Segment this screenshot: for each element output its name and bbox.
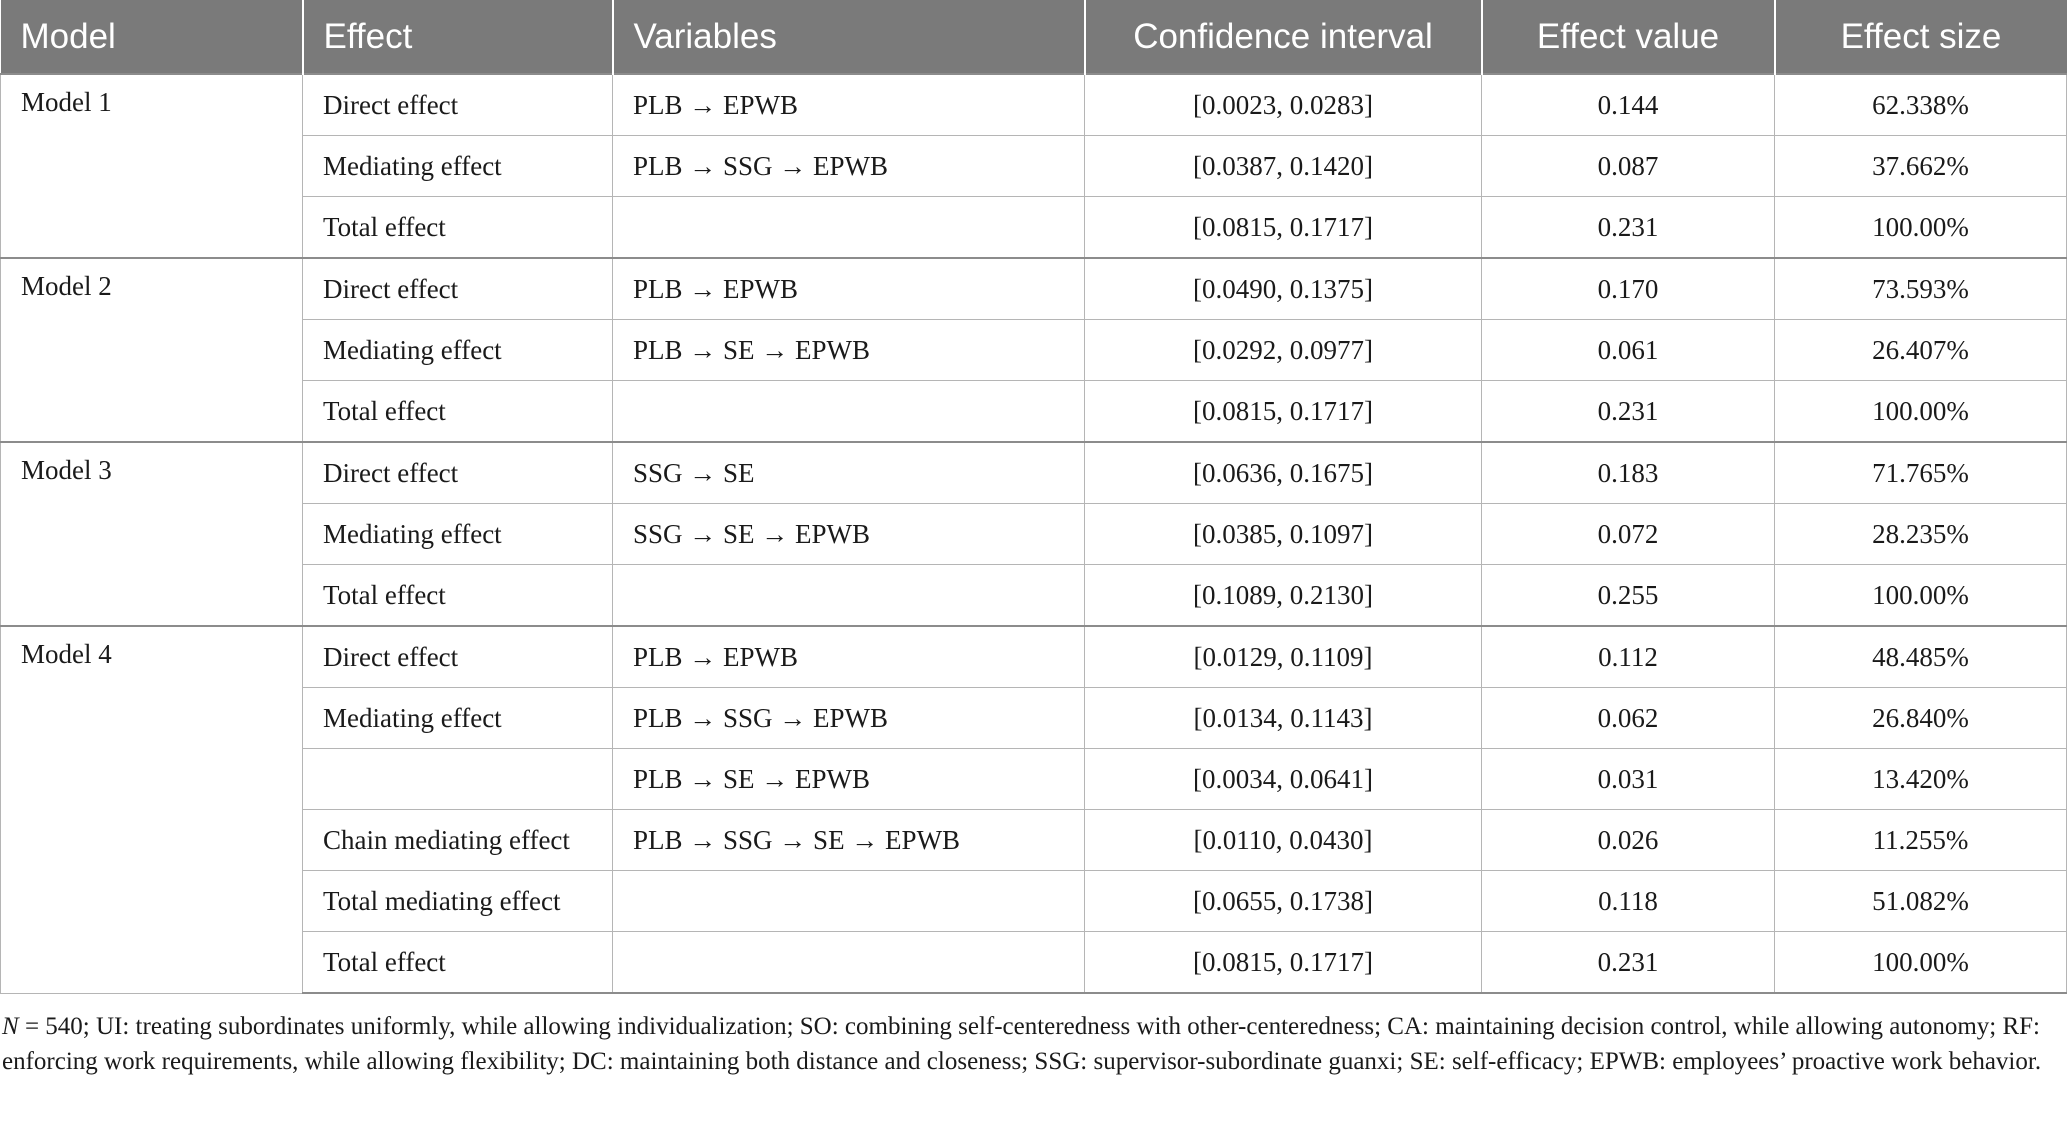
effect-size-cell: 100.00% <box>1775 932 2067 994</box>
ci-cell: [0.0292, 0.0977] <box>1085 320 1482 381</box>
ci-cell: [0.0110, 0.0430] <box>1085 810 1482 871</box>
table-row <box>1 381 2067 443</box>
effect-value-cell: 0.062 <box>1482 688 1775 749</box>
variables-cell: PLB → EPWB <box>613 626 1085 688</box>
ci-cell: [0.0387, 0.1420] <box>1085 136 1482 197</box>
effect-size-cell: 11.255% <box>1775 810 2067 871</box>
effect-cell: Mediating effect <box>303 320 613 381</box>
effect-cell: Total mediating effect <box>303 871 613 932</box>
effect-cell <box>303 749 613 810</box>
table-row <box>1 565 2067 627</box>
effect-size-cell: 26.840% <box>1775 688 2067 749</box>
variables-cell <box>613 381 1085 443</box>
effect-value-cell: 0.183 <box>1482 442 1775 504</box>
table-row <box>1 320 2067 381</box>
table-row <box>1 197 2067 259</box>
effect-size-cell: 62.338% <box>1775 74 2067 136</box>
effect-cell: Direct effect <box>303 442 613 504</box>
effect-size-cell: 26.407% <box>1775 320 2067 381</box>
effect-cell: Direct effect <box>303 74 613 136</box>
effect-cell: Mediating effect <box>303 688 613 749</box>
effect-value-cell: 0.231 <box>1482 197 1775 259</box>
variables-cell: PLB → SSG → SE → EPWB <box>613 810 1085 871</box>
variables-cell: PLB → SSG → EPWB <box>613 136 1085 197</box>
effect-value-cell: 0.061 <box>1482 320 1775 381</box>
effect-size-cell: 37.662% <box>1775 136 2067 197</box>
table-row <box>1 626 2067 688</box>
header-effect-value: Effect value <box>1482 0 1775 74</box>
ci-cell: [0.1089, 0.2130] <box>1085 565 1482 627</box>
table-row <box>1 74 2067 136</box>
effect-value-cell: 0.144 <box>1482 74 1775 136</box>
effect-size-cell: 100.00% <box>1775 381 2067 443</box>
effect-value-cell: 0.112 <box>1482 626 1775 688</box>
table-row <box>1 932 2067 994</box>
model-label: Model 2 <box>1 258 303 442</box>
variables-cell <box>613 871 1085 932</box>
effect-size-cell: 100.00% <box>1775 565 2067 627</box>
table-row <box>1 810 2067 871</box>
header-variables: Variables <box>613 0 1085 74</box>
table-row <box>1 258 2067 320</box>
table-header <box>1 0 2067 74</box>
footnote-text: = 540; UI: treating subordinates uniformly, while allowing individualization; SO: combining self-centeredness with other-centeredness; CA: maintaining decision control, while allowing autonomy; RF: enforcing work requirements, while allowing flexibility; DC: maintaining both distance and closeness; SSG: supervisor-subordinate guanxi; SE: self-efficacy; EPWB: employees’ proactive work behavior. <box>2 1013 2042 1075</box>
variables-cell <box>613 932 1085 994</box>
ci-cell: [0.0636, 0.1675] <box>1085 442 1482 504</box>
variables-cell: PLB → EPWB <box>613 258 1085 320</box>
effect-value-cell: 0.255 <box>1482 565 1775 627</box>
effect-cell: Total effect <box>303 932 613 994</box>
footnote-n-symbol: N <box>2 1013 19 1040</box>
model-label: Model 1 <box>1 74 303 258</box>
effect-cell: Total effect <box>303 381 613 443</box>
effect-size-cell: 73.593% <box>1775 258 2067 320</box>
effect-cell: Mediating effect <box>303 136 613 197</box>
model-label: Model 3 <box>1 442 303 626</box>
table-row <box>1 688 2067 749</box>
table-row <box>1 136 2067 197</box>
table-body <box>1 74 2067 993</box>
variables-cell <box>613 197 1085 259</box>
ci-cell: [0.0815, 0.1717] <box>1085 932 1482 994</box>
variables-cell: SSG → SE → EPWB <box>613 504 1085 565</box>
variables-cell: PLB → EPWB <box>613 74 1085 136</box>
table-row <box>1 442 2067 504</box>
table-row <box>1 749 2067 810</box>
effect-cell: Direct effect <box>303 626 613 688</box>
effect-size-cell: 28.235% <box>1775 504 2067 565</box>
header-effect-size: Effect size <box>1775 0 2067 74</box>
effect-value-cell: 0.231 <box>1482 381 1775 443</box>
effect-value-cell: 0.118 <box>1482 871 1775 932</box>
table-row <box>1 871 2067 932</box>
effect-size-cell: 100.00% <box>1775 197 2067 259</box>
table-footnote <box>2 1009 2052 1079</box>
table-row <box>1 504 2067 565</box>
model-label: Model 4 <box>1 626 303 993</box>
variables-cell: PLB → SE → EPWB <box>613 320 1085 381</box>
effect-value-cell: 0.087 <box>1482 136 1775 197</box>
effect-size-cell: 13.420% <box>1775 749 2067 810</box>
ci-cell: [0.0385, 0.1097] <box>1085 504 1482 565</box>
effect-cell: Total effect <box>303 565 613 627</box>
effect-cell: Chain mediating effect <box>303 810 613 871</box>
effect-size-cell: 48.485% <box>1775 626 2067 688</box>
effect-value-cell: 0.170 <box>1482 258 1775 320</box>
variables-cell: PLB → SSG → EPWB <box>613 688 1085 749</box>
effect-size-cell: 51.082% <box>1775 871 2067 932</box>
ci-cell: [0.0134, 0.1143] <box>1085 688 1482 749</box>
effect-cell: Mediating effect <box>303 504 613 565</box>
effect-value-cell: 0.031 <box>1482 749 1775 810</box>
header-confidence-interval: Confidence interval <box>1085 0 1482 74</box>
variables-cell: PLB → SE → EPWB <box>613 749 1085 810</box>
effect-value-cell: 0.231 <box>1482 932 1775 994</box>
ci-cell: [0.0655, 0.1738] <box>1085 871 1482 932</box>
ci-cell: [0.0034, 0.0641] <box>1085 749 1482 810</box>
header-row <box>1 0 2067 74</box>
ci-cell: [0.0490, 0.1375] <box>1085 258 1482 320</box>
effect-cell: Total effect <box>303 197 613 259</box>
effect-size-cell: 71.765% <box>1775 442 2067 504</box>
variables-cell <box>613 565 1085 627</box>
effect-cell: Direct effect <box>303 258 613 320</box>
header-effect: Effect <box>303 0 613 74</box>
header-model: Model <box>1 0 303 74</box>
ci-cell: [0.0023, 0.0283] <box>1085 74 1482 136</box>
variables-cell: SSG → SE <box>613 442 1085 504</box>
ci-cell: [0.0815, 0.1717] <box>1085 381 1482 443</box>
ci-cell: [0.0129, 0.1109] <box>1085 626 1482 688</box>
effect-value-cell: 0.072 <box>1482 504 1775 565</box>
ci-cell: [0.0815, 0.1717] <box>1085 197 1482 259</box>
effect-value-cell: 0.026 <box>1482 810 1775 871</box>
